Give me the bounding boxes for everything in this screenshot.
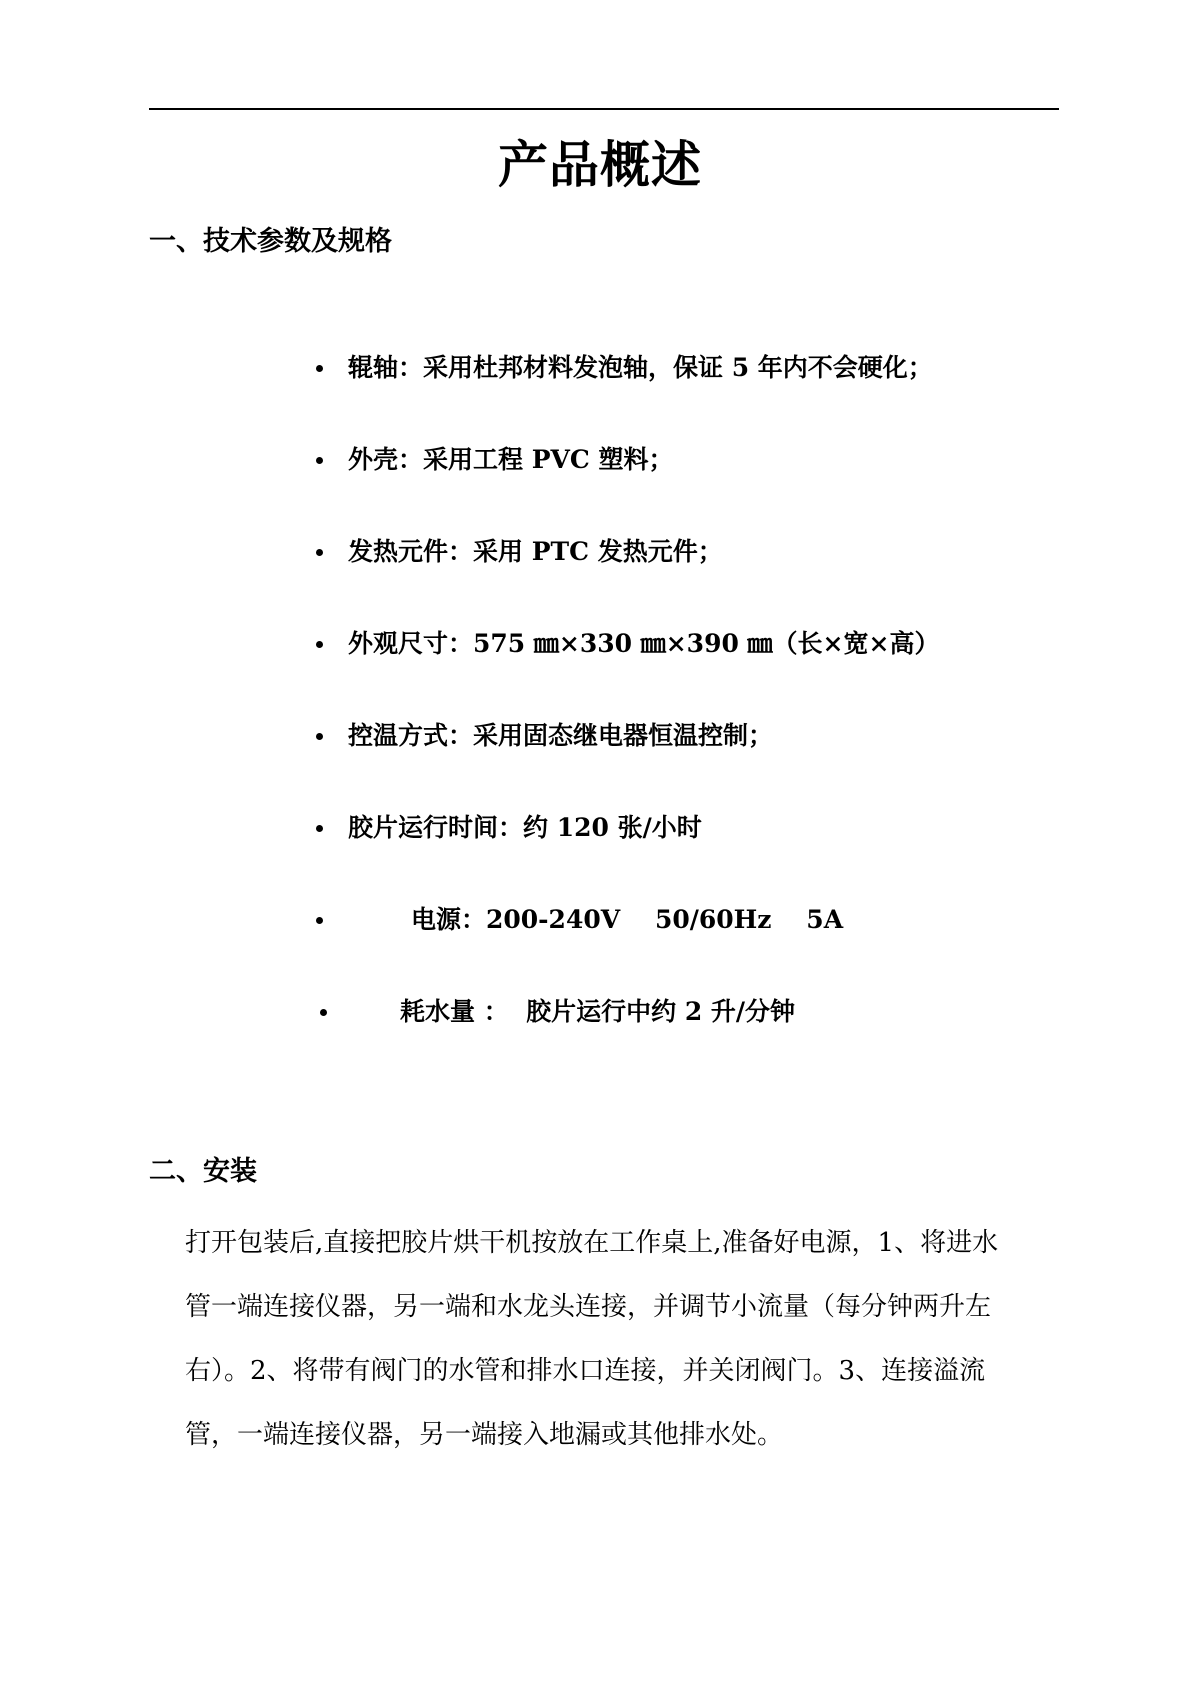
bullet-icon — [316, 641, 323, 648]
install-paragraph — [185, 1211, 1065, 1467]
page-title: 产品概述 — [498, 135, 702, 194]
bullet-icon — [316, 917, 323, 924]
spec-item-dimensions — [0, 624, 1200, 664]
spec-text: 耗水量 ： 胶片运行中约 2 升/分钟 — [400, 997, 796, 1026]
bullet-icon — [316, 549, 323, 556]
spec-text: 发热元件：采用 PTC 发热元件； — [348, 537, 723, 566]
spec-text: 辊轴：采用杜邦材料发泡轴，保证 5 年内不会硬化； — [348, 353, 933, 382]
section-heading-install: 二、安装 — [149, 1156, 257, 1187]
spec-item-temperature — [0, 716, 1200, 756]
spec-item-power — [0, 900, 1200, 940]
spec-item-water — [0, 992, 1200, 1032]
bullet-icon — [316, 825, 323, 832]
spec-text: 电源：200-240V 50/60Hz 5A — [411, 905, 844, 934]
paragraph-line: 打开包装后,直接把胶片烘干机按放在工作桌上,准备好电源，1、将进水 — [185, 1228, 999, 1258]
bullet-icon — [320, 1009, 327, 1016]
section-heading-specs: 一、技术参数及规格 — [149, 226, 392, 257]
bullet-icon — [316, 733, 323, 740]
spec-text: 外壳：采用工程 PVC 塑料； — [348, 445, 674, 474]
paragraph-line: 右）。2、将带有阀门的水管和排水口连接，并关闭阀门。3、连接溢流 — [185, 1356, 986, 1386]
spec-text: 控温方式：采用固态继电器恒温控制； — [348, 721, 774, 750]
spec-text: 胶片运行时间：约 120 张/小时 — [348, 813, 702, 842]
spec-item-throughput — [0, 808, 1200, 848]
spec-item-heating — [0, 532, 1200, 572]
spec-item-housing — [0, 440, 1200, 480]
paragraph-line: 管，一端连接仪器，另一端接入地漏或其他排水处。 — [185, 1420, 784, 1450]
spec-text: 外观尺寸：575 ㎜×330 ㎜×390 ㎜（长×宽×高） — [348, 629, 940, 658]
bullet-icon — [316, 365, 323, 372]
bullet-icon — [316, 457, 323, 464]
header-rule — [149, 108, 1059, 110]
spec-item-roller — [0, 348, 1200, 388]
paragraph-line: 管一端连接仪器，另一端和水龙头连接，并调节小流量（每分钟两升左 — [185, 1292, 992, 1322]
